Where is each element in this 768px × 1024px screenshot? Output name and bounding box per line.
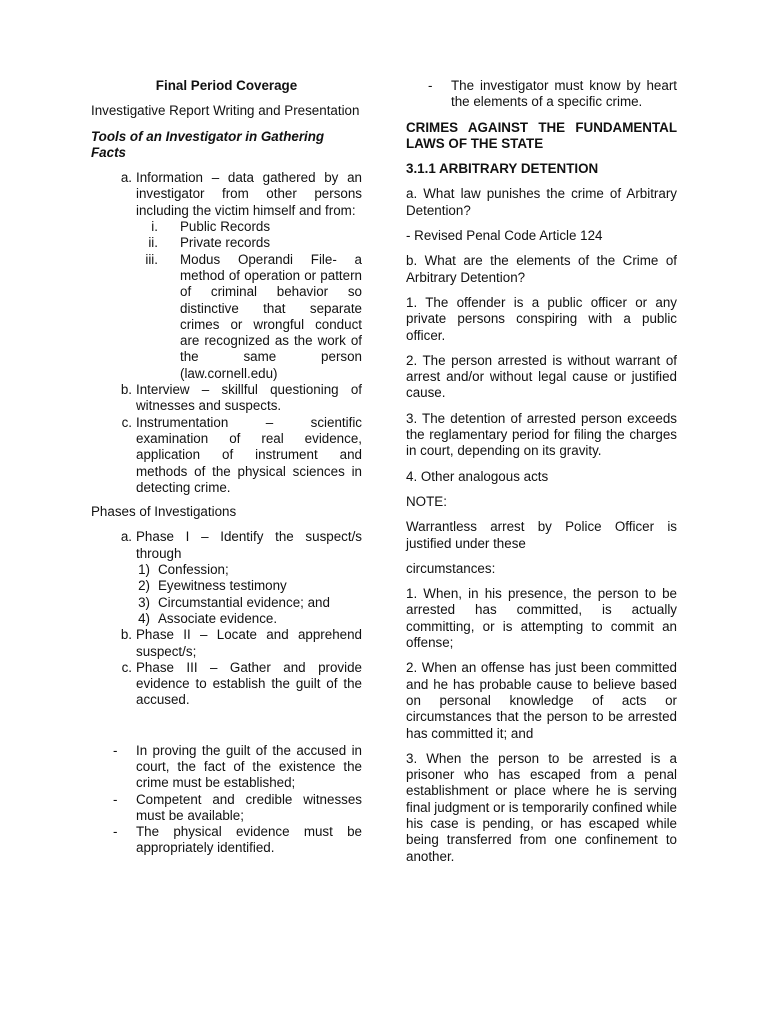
bullet-marker: -	[113, 791, 118, 807]
list-marker: 2)	[138, 578, 150, 594]
list-item-text: Circumstantial evidence; and	[158, 594, 330, 610]
section-heading: CRIMES AGAINST THE FUNDAMENTAL LAWS OF THE STATE	[406, 119, 677, 151]
subtitle: Investigative Report Writing and Presentation	[91, 103, 360, 119]
tools-item-b	[113, 382, 362, 415]
subsection-heading: 3.1.1 ARBITRARY DETENTION	[406, 161, 599, 177]
list-item-text: Phase II – Locate and apprehend suspect/s;	[136, 627, 362, 659]
element-item: 2. The person arrested is without warrant of arrest and/or without legal cause or justified cause.	[406, 352, 677, 401]
phase1-item-4	[136, 611, 362, 627]
bullet-item	[113, 824, 362, 857]
page-title: Final Period Coverage	[155, 78, 298, 93]
phases-list	[91, 529, 362, 708]
element-item: 4. Other analogous acts	[406, 468, 549, 484]
phase1-item-3	[136, 595, 362, 611]
list-marker: b.	[120, 627, 132, 643]
sources-item-ii	[136, 235, 362, 251]
list-item-text: Private records	[180, 235, 271, 251]
tools-item-a	[113, 170, 362, 219]
list-item-text: In proving the guilt of the accused in court, the fact of the existence the crime must be established;	[136, 742, 362, 791]
tools-item-c	[113, 415, 362, 496]
bullet-marker: -	[113, 824, 118, 840]
tools-list	[91, 170, 362, 496]
circumstance-item: 1. When, in his presence, the person to be arrested has committed, is actually committing, or is attempting to commit an offense;	[406, 586, 677, 651]
phases-heading: Phases of Investigations	[91, 504, 237, 520]
list-item-text: Associate evidence.	[158, 610, 278, 626]
phases-item-a	[113, 529, 362, 562]
left-column	[91, 78, 362, 857]
list-item-text: Public Records	[180, 219, 271, 235]
list-item-text: Modus Operandi File- a method of operation or pattern of criminal behavior so distinctive that separate crimes or wrongful conduct are recognized as the work of the same person (law.cornell.edu)	[180, 251, 362, 381]
list-marker: a.	[120, 170, 132, 186]
note-text: Warrantless arrest by Police Officer is justified under these	[406, 519, 677, 551]
list-marker: c.	[121, 659, 132, 675]
list-item-text: Competent and credible witnesses must be available;	[136, 791, 362, 823]
list-marker: ii.	[148, 235, 158, 251]
list-marker: iii.	[145, 251, 158, 267]
answer-a: - Revised Penal Code Article 124	[406, 228, 603, 244]
list-marker: b.	[120, 382, 132, 398]
list-item-text: Information – data gathered by an investigator from other persons including the victim himself and from:	[136, 170, 362, 218]
circumstance-item: 2. When an offense has just been committed and he has probable cause to believe based on personal knowledge of acts or circumstances that the person to be arrested has committed it; and	[406, 660, 677, 741]
list-item-text: The investigator must know by heart the elements of a specific crime.	[451, 78, 677, 110]
phase1-item-2	[136, 578, 362, 594]
list-marker: 3)	[138, 594, 150, 610]
element-item: 3. The detention of arrested person exceeds the reglamentary period for filing the charges in court, depending on its gravity.	[406, 410, 677, 459]
bullet-marker: -	[428, 78, 433, 93]
tools-heading: Tools of an Investigator in Gathering Facts	[91, 128, 325, 160]
bullet-item	[113, 792, 362, 825]
sources-item-i	[136, 219, 362, 235]
question-a: a. What law punishes the crime of Arbitrary Detention?	[406, 186, 677, 218]
list-item-text: The physical evidence must be appropriately identified.	[136, 824, 362, 856]
list-item-text: Phase III – Gather and provide evidence to establish the guilt of the accused.	[136, 659, 362, 708]
note-label: NOTE:	[406, 493, 447, 509]
phases-item-c	[113, 660, 362, 709]
circumstances-label: circumstances:	[406, 560, 496, 576]
bullet-item	[428, 78, 677, 111]
phase1-item-1	[136, 562, 362, 578]
list-item-text: Confession;	[158, 562, 229, 578]
phases-item-b	[113, 627, 362, 660]
list-marker: i.	[151, 219, 158, 235]
phase1-list	[91, 562, 362, 627]
sources-item-iii	[136, 252, 362, 382]
list-marker: a.	[120, 529, 132, 545]
list-marker: 1)	[138, 562, 150, 578]
question-b: b. What are the elements of the Crime of Arbitrary Detention?	[406, 253, 677, 285]
elements-list	[406, 295, 677, 485]
list-item-text: Interview – skillful questioning of witnesses and suspects.	[136, 382, 362, 414]
circumstance-item: 3. When the person to be arrested is a prisoner who has escaped from a penal establishment or place where he is serving final judgment or is temporarily confined while his case is pending, or has escaped while being transferred from one confinement to another.	[406, 750, 677, 864]
right-column	[406, 78, 677, 874]
circumstances-list	[406, 586, 677, 865]
bullet-marker: -	[113, 742, 118, 758]
list-marker: c.	[121, 414, 132, 430]
list-item-text: Instrumentation – scientific examination of real evidence, application of instrument and methods of the physical sciences in detecting crime.	[136, 414, 362, 495]
guilt-bullets	[91, 743, 362, 857]
element-item: 1. The offender is a public officer or any private persons conspiring with a public officer.	[406, 294, 677, 343]
list-marker: 4)	[138, 610, 150, 626]
sources-list	[91, 219, 362, 382]
list-item-text: Phase I – Identify the suspect/s through	[136, 529, 362, 561]
bullet-item	[113, 743, 362, 792]
list-item-text: Eyewitness testimony	[158, 578, 287, 594]
